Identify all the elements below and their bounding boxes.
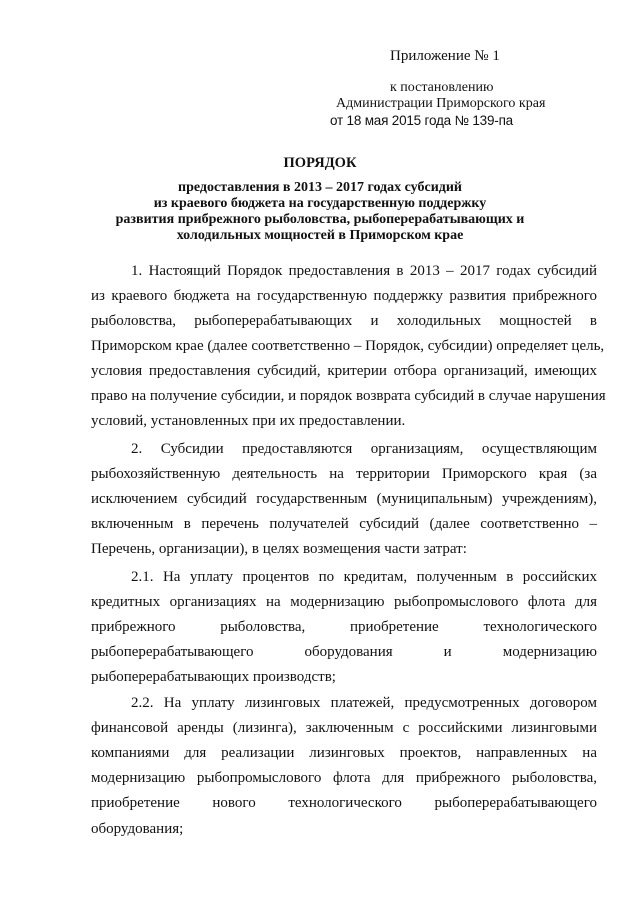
paragraph-1-line: из краевого бюджета на государственную поддержку развития прибрежного	[91, 288, 597, 304]
paragraph-2-line: исключением субсидий государственным (муниципальным) учреждениям),	[91, 491, 597, 507]
paragraph-2-2-line: оборудования;	[91, 821, 184, 837]
subtitle-line: из краевого бюджета на государственную поддержку	[153, 196, 487, 211]
paragraph-2-line: Перечень, организации), в целях возмещения части затрат:	[91, 541, 467, 557]
paragraph-2-line: рыбохозяйственную деятельность на территории Приморского края (за	[91, 466, 597, 482]
paragraph-2-line: включенным в перечень получателей субсидий (далее соответственно –	[91, 516, 597, 532]
paragraph-2-1-line: 2.1. На уплату процентов по кредитам, полученным в российских	[131, 569, 597, 585]
subtitle-line: предоставления в 2013 – 2017 годах субсидий	[178, 180, 462, 195]
paragraph-1-line: право на получение субсидии, и порядок возврата субсидий в случае нарушения	[91, 388, 606, 404]
paragraph-2-1-line: рыбоперерабатывающих производств;	[91, 669, 336, 685]
appendix-reference-line-2: Администрации Приморского края	[336, 96, 546, 111]
subtitle-line: холодильных мощностей в Приморском крае	[176, 228, 464, 243]
paragraph-2-2-line: компаниями для реализации лизинговых проектов, направленных на	[91, 745, 597, 761]
paragraph-2-2-line: модернизацию рыбопромыслового флота для прибрежного рыболовства,	[91, 770, 597, 786]
paragraph-2-1-line: прибрежного рыболовства, приобретение технологического	[91, 619, 597, 635]
paragraph-2-2-line: приобретение нового технологического рыбоперерабатывающего	[91, 795, 597, 811]
subtitle-line: развития прибрежного рыболовства, рыбоперерабатывающих и	[115, 212, 525, 227]
appendix-title: Приложение № 1	[390, 48, 500, 64]
paragraph-2-1-line: кредитных организациях на модернизацию рыбопромыслового флота для	[91, 594, 597, 610]
appendix-reference-line-3: от 18 мая 2015 года № 139-па	[330, 113, 513, 128]
paragraph-1-line: 1. Настоящий Порядок предоставления в 2013 – 2017 годах субсидий	[131, 263, 597, 279]
document-title: ПОРЯДОК	[283, 155, 357, 171]
paragraph-2-2-line: 2.2. На уплату лизинговых платежей, предусмотренных договором	[131, 695, 597, 711]
paragraph-1-line: рыболовства, рыбоперерабатывающих и холодильных мощностей в	[91, 313, 597, 329]
paragraph-1-line: условия предоставления субсидий, критерии отбора организаций, имеющих	[91, 363, 597, 379]
paragraph-1-line: Приморском крае (далее соответственно – Порядок, субсидии) определяет цель,	[91, 338, 605, 354]
paragraph-1-line: условий, установленных при их предоставлении.	[91, 413, 406, 429]
paragraph-2-line: 2. Субсидии предоставляются организациям, осуществляющим	[131, 441, 597, 457]
appendix-reference-line-1: к постановлению	[390, 80, 494, 95]
paragraph-2-1-line: рыбоперерабатывающего оборудования и модернизацию	[91, 644, 597, 660]
paragraph-2-2-line: финансовой аренды (лизинга), заключенным с российскими лизинговыми	[91, 720, 597, 736]
